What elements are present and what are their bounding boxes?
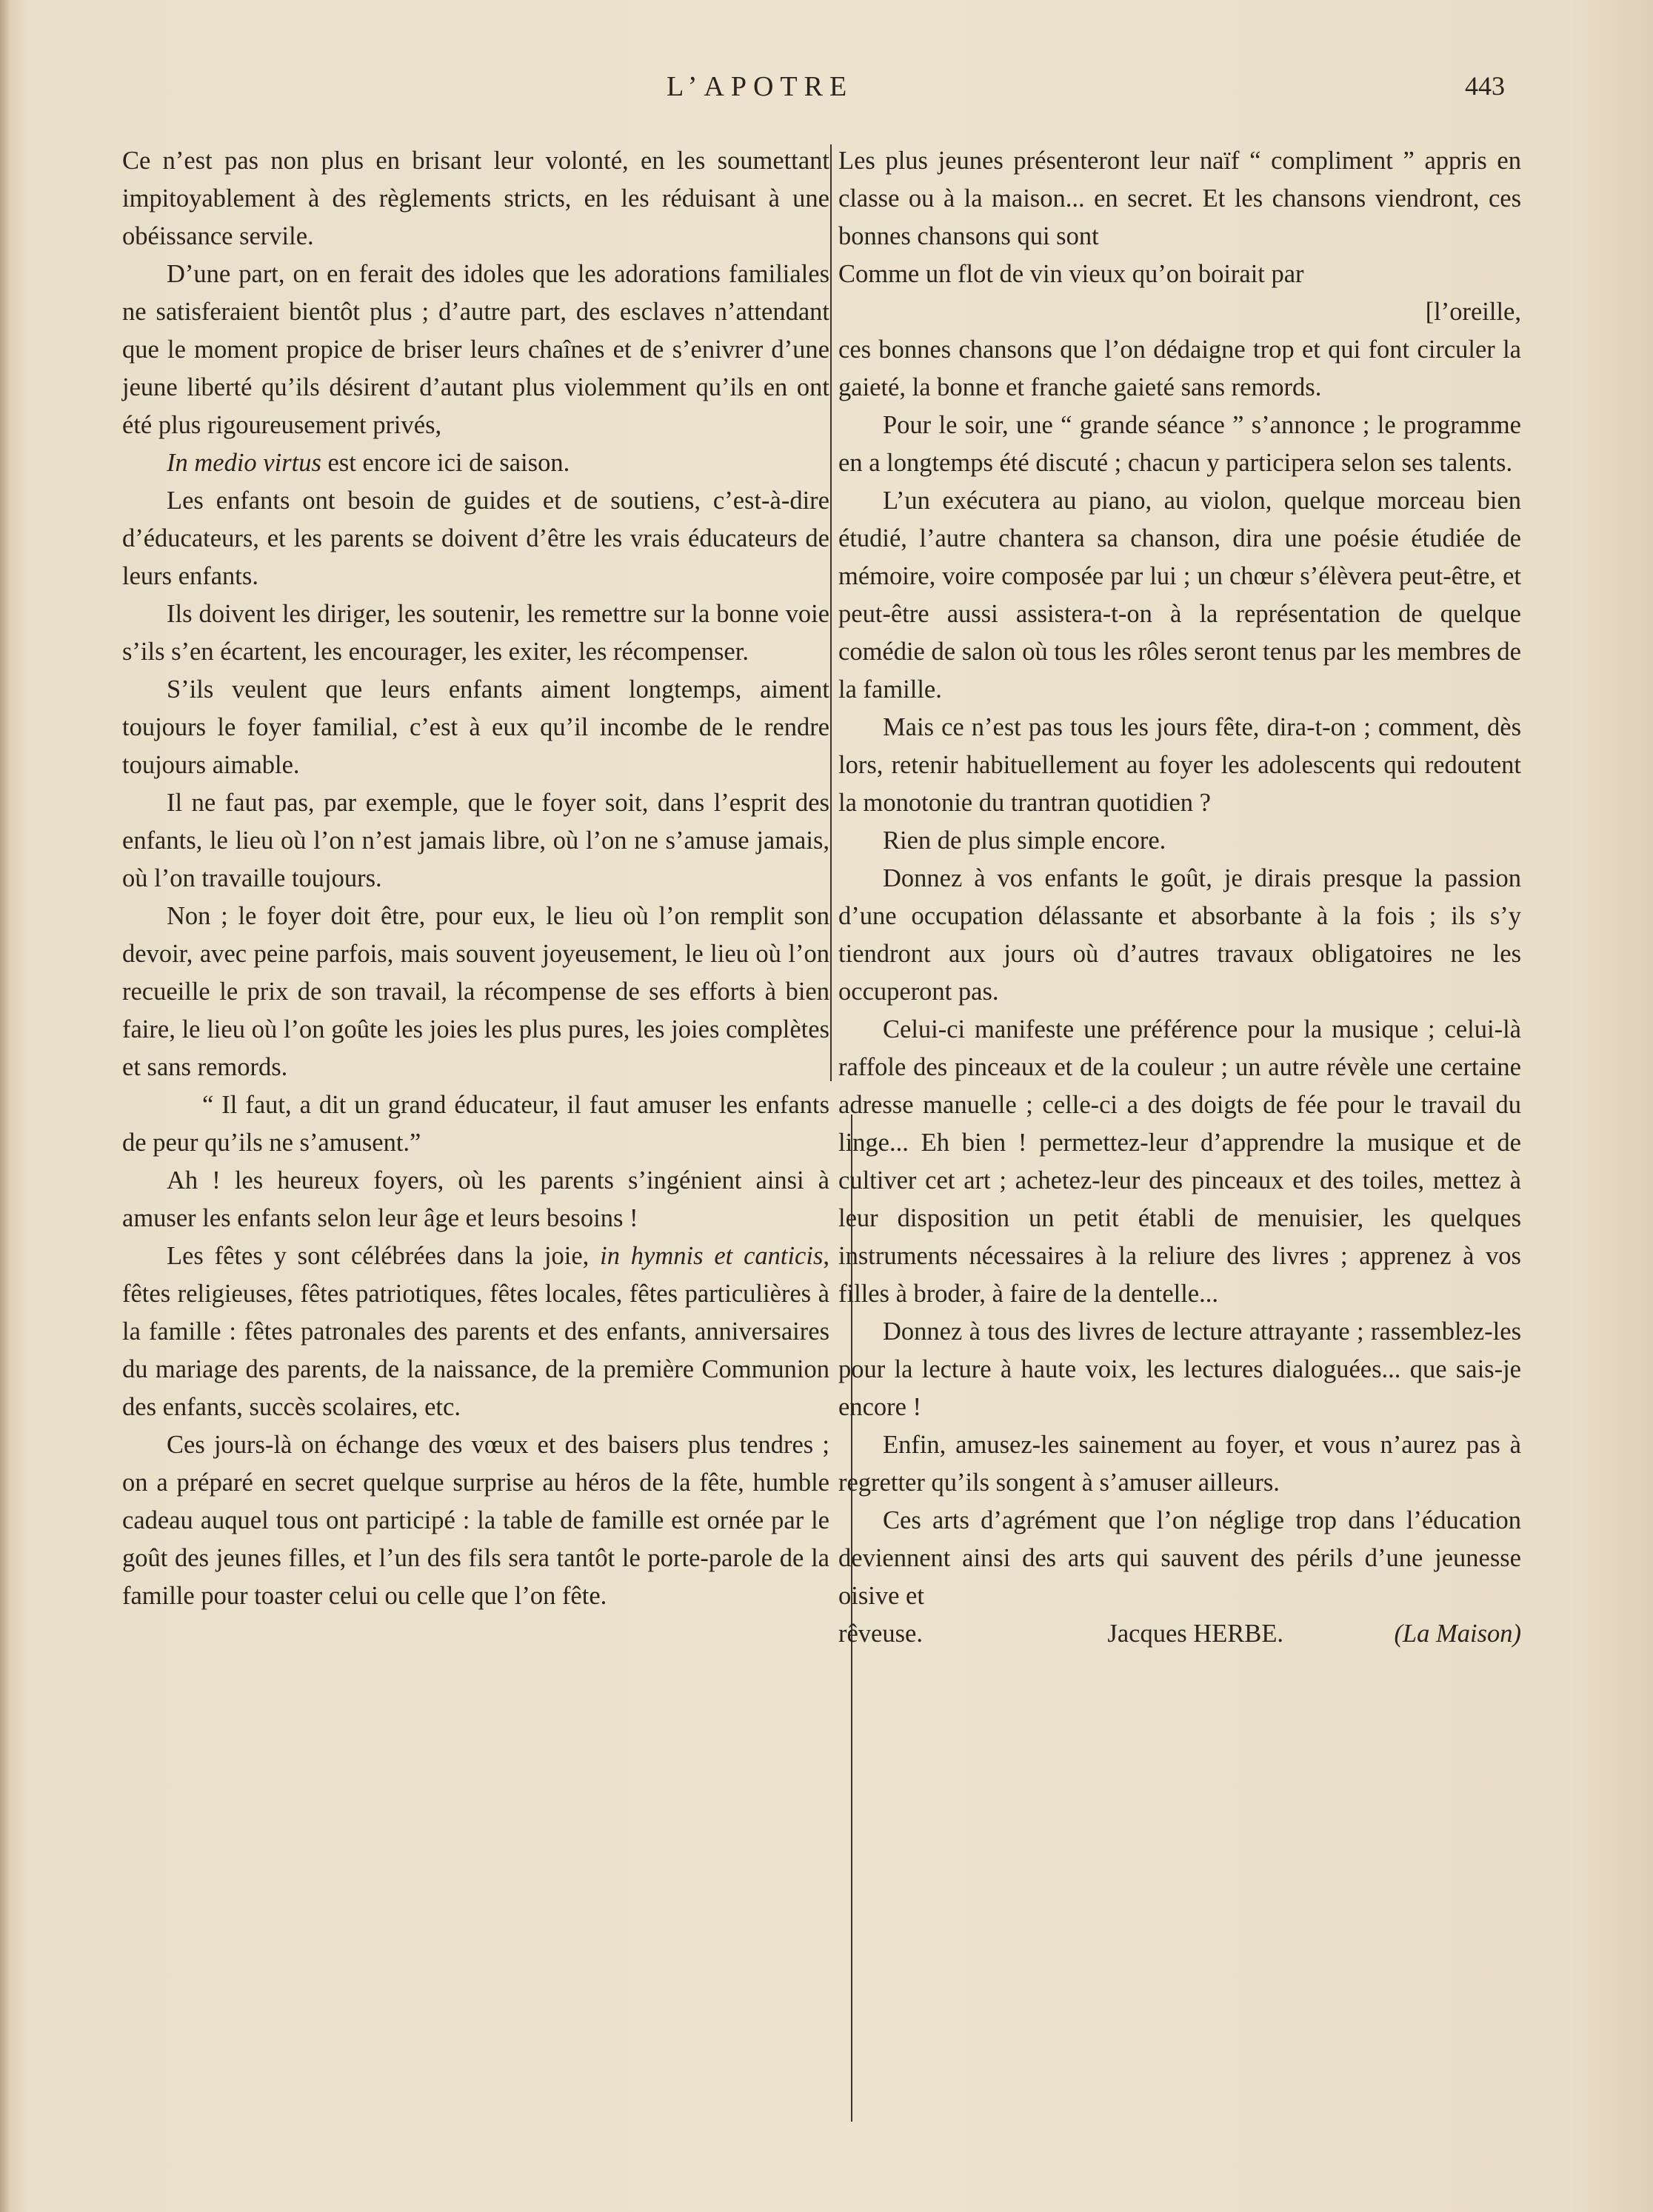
paragraph: Il ne faut pas, par exemple, que le foyer soit, dans l’esprit des enfants, le lieu où l’on n’est jamais libre, où l’on ne s’amuse jamais, où l’on travaille toujours. xyxy=(122,789,829,892)
author: Jacques HERBE. xyxy=(1107,1620,1284,1648)
verse-line: Comme un flot de vin vieux qu’on boirait par xyxy=(838,260,1304,288)
paragraph: Enfin, amusez-les sainement au foyer, et vous n’aurez pas à regretter qu’ils songent à s’amuser ailleurs. xyxy=(838,1431,1521,1497)
signature-line xyxy=(838,1615,1521,1653)
paragraph: Mais ce n’est pas tous les jours fête, dira-t-on ; comment, dès lors, retenir habituellement au foyer les adolescents qui redoutent la monotonie du trantran quotidien ? xyxy=(838,713,1521,817)
paragraph: Rien de plus simple encore. xyxy=(883,826,1166,855)
verse-line-continuation: [l’oreille, xyxy=(1425,298,1521,326)
paragraph: Ces jours-là on échange des vœux et des baisers plus tendres ; on a préparé en secret quelque surprise au héros de la fête, humble cadeau auquel tous ont participé : la table de famille est ornée par le goût des jeunes filles, et l’un des fils sera tantôt le porte-parole de la famille pour toaster celui ou celle que l’on fête. xyxy=(122,1431,829,1610)
column-rule xyxy=(830,144,832,1081)
paragraph: ces bonnes chansons que l’on dédaigne trop et qui font circuler la gaieté, la bonne et franche gaieté sans remords. xyxy=(838,335,1521,401)
page-number: 443 xyxy=(1465,71,1505,101)
paragraph: Ces arts d’agrément que l’on néglige trop dans l’éducation deviennent ainsi des arts qui sauvent des périls d’une jeunesse oisive et xyxy=(838,1506,1521,1610)
paragraph: Ah ! les heureux foyers, où les parents s’ingénient ainsi à amuser les enfants selon leur âge et leurs besoins ! xyxy=(122,1166,829,1232)
paragraph: Donnez à vos enfants le goût, je dirais presque la passion d’une occupation délassante et absorbante à la fois ; ils s’y tiendront aux jours où d’autres travaux obligatoires ne les occuperont pas. xyxy=(838,864,1521,1006)
paragraph: Ce n’est pas non plus en brisant leur volonté, en les soumettant impitoyablement à des règlements stricts, en les réduisant à une obéissance servile. xyxy=(122,147,829,250)
last-word: rêveuse. xyxy=(838,1620,923,1648)
paragraph: Donnez à tous des livres de lecture attrayante ; rassemblez-les pour la lecture à haute voix, les lectures dialoguées... que sais-je encore ! xyxy=(838,1317,1521,1421)
paragraph: D’une part, on en ferait des idoles que les adorations familiales ne satisferaient bientôt plus ; d’autre part, des esclaves n’attendant que le moment propice de briser leurs chaînes et de s’enivrer d’une jeune liberté qu’ils désirent d’autant plus violemment qu’ils en ont été plus rigoureusement privés, xyxy=(122,260,829,439)
paragraph: Les fêtes y sont célébrées dans la joie, in hymnis et canticis, fêtes religieuses, fêtes patriotiques, fêtes locales, fêtes particulières à la famille : fêtes patronales des parents et des enfants, anniversaires du mariage des parents, de la naissance, de la première Communion des enfants, succès scolaires, etc. xyxy=(122,1242,830,1421)
right-column xyxy=(838,142,1521,1653)
paragraph: S’ils veulent que leurs enfants aiment longtemps, aiment toujours le foyer familial, c’est à eux qu’il incombe de le rendre toujours aimable. xyxy=(122,675,829,779)
paragraph: Celui-ci manifeste une préférence pour la musique ; celui-là raffole des pinceaux et de la couleur ; un autre révèle une certaine adresse manuelle ; celle-ci a des doigts de fée pour le travail du linge... Eh bien ! permettez-leur d’apprendre la musique et de cultiver cet art ; achetez-leur des pinceaux et des toiles, mettez à leur disposition un petit établi de menuisier, les quelques instruments nécessaires à la reliure des livres ; apprenez à vos filles à broder, à faire de la dentelle... xyxy=(838,1015,1521,1308)
paragraph: L’un exécutera au piano, au violon, quelque morceau bien étudié, l’autre chantera sa chanson, dira une poésie étudiée de mémoire, voire composée par lui ; un chœur s’élèvera peut-être, et peut-être aussi assistera-t-on à la représentation de quelque comédie de salon où tous les rôles seront tenus par les membres de la famille. xyxy=(838,487,1521,704)
paragraph: In medio virtus est encore ici de saison. xyxy=(167,449,570,477)
running-head xyxy=(0,70,1653,107)
source: (La Maison) xyxy=(1394,1620,1521,1648)
page-edge xyxy=(0,0,10,2212)
journal-title: L’APOTRE xyxy=(667,71,854,102)
paragraph: Non ; le foyer doit être, pour eux, le lieu où l’on remplit son devoir, avec peine parfois, mais souvent joyeusement, le lieu où l’on recueille le prix de son travail, la récompense de ses efforts à bien faire, le lieu où l’on goûte les joies les plus pures, les joies complètes et sans remords. xyxy=(122,902,829,1081)
paragraph: Les enfants ont besoin de guides et de soutiens, c’est-à-dire d’éducateurs, et les parents se doivent d’être les vrais éducateurs de leurs enfants. xyxy=(122,487,829,590)
paragraph: Ils doivent les diriger, les soutenir, les remettre sur la bonne voie s’ils s’en écartent, les encourager, les exiter, les récompenser. xyxy=(122,600,829,666)
quotation: “ Il faut, a dit un grand éducateur, il faut amuser les enfants de peur qu’ils ne s’amusent.” xyxy=(122,1091,829,1157)
paragraph: Les plus jeunes présenteront leur naïf “ compliment ” appris en classe ou à la maison... en secret. Et les chansons viendront, ces bonnes chansons qui sont xyxy=(838,147,1521,250)
latin-phrase: in hymnis et canticis xyxy=(600,1242,824,1270)
left-column xyxy=(122,142,829,1615)
latin-phrase: In medio virtus xyxy=(167,449,321,477)
paragraph: Pour le soir, une “ grande séance ” s’annonce ; le programme en a longtemps été discuté ; chacun y participera selon ses talents. xyxy=(838,411,1521,477)
